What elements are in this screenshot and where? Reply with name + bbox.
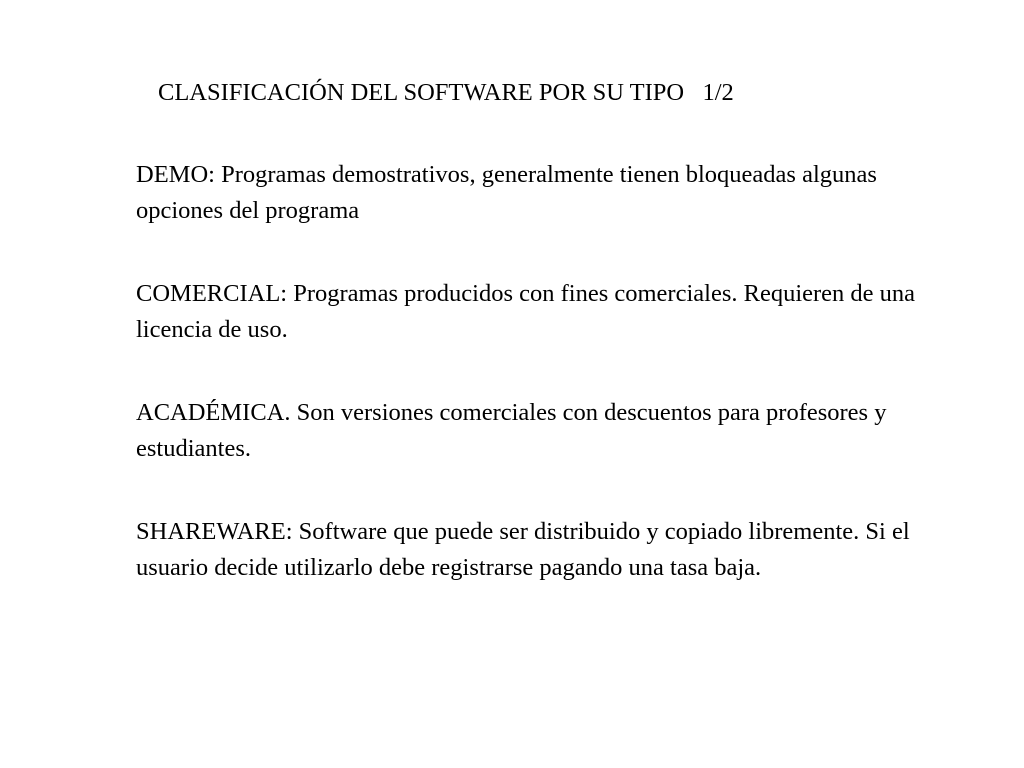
list-item-demo: [136, 157, 916, 228]
item-description: Programas demostrativos, generalmente tienen bloqueadas algunas opciones del programa: [136, 161, 877, 224]
item-description: Programas producidos con fines comerciales. Requieren de una licencia de uso.: [136, 280, 916, 343]
item-term: SHAREWARE:: [136, 518, 293, 545]
software-type-list: [136, 157, 916, 633]
slide-title: CLASIFICACIÓN DEL SOFTWARE POR SU TIPO 1/2: [158, 79, 734, 106]
item-description: Software que puede ser distribuido y copiado libremente. Si el usuario decide utilizarlo debe registrarse pagando una tasa baja.: [136, 518, 910, 581]
item-description: Son versiones comerciales con descuentos para profesores y estudiantes.: [136, 399, 887, 462]
list-item-academica: [136, 395, 916, 466]
item-term: DEMO:: [136, 161, 215, 188]
item-term: ACADÉMICA.: [136, 399, 291, 426]
item-term: COMERCIAL:: [136, 280, 288, 307]
list-item-comercial: [136, 276, 916, 347]
list-item-shareware: [136, 514, 916, 585]
